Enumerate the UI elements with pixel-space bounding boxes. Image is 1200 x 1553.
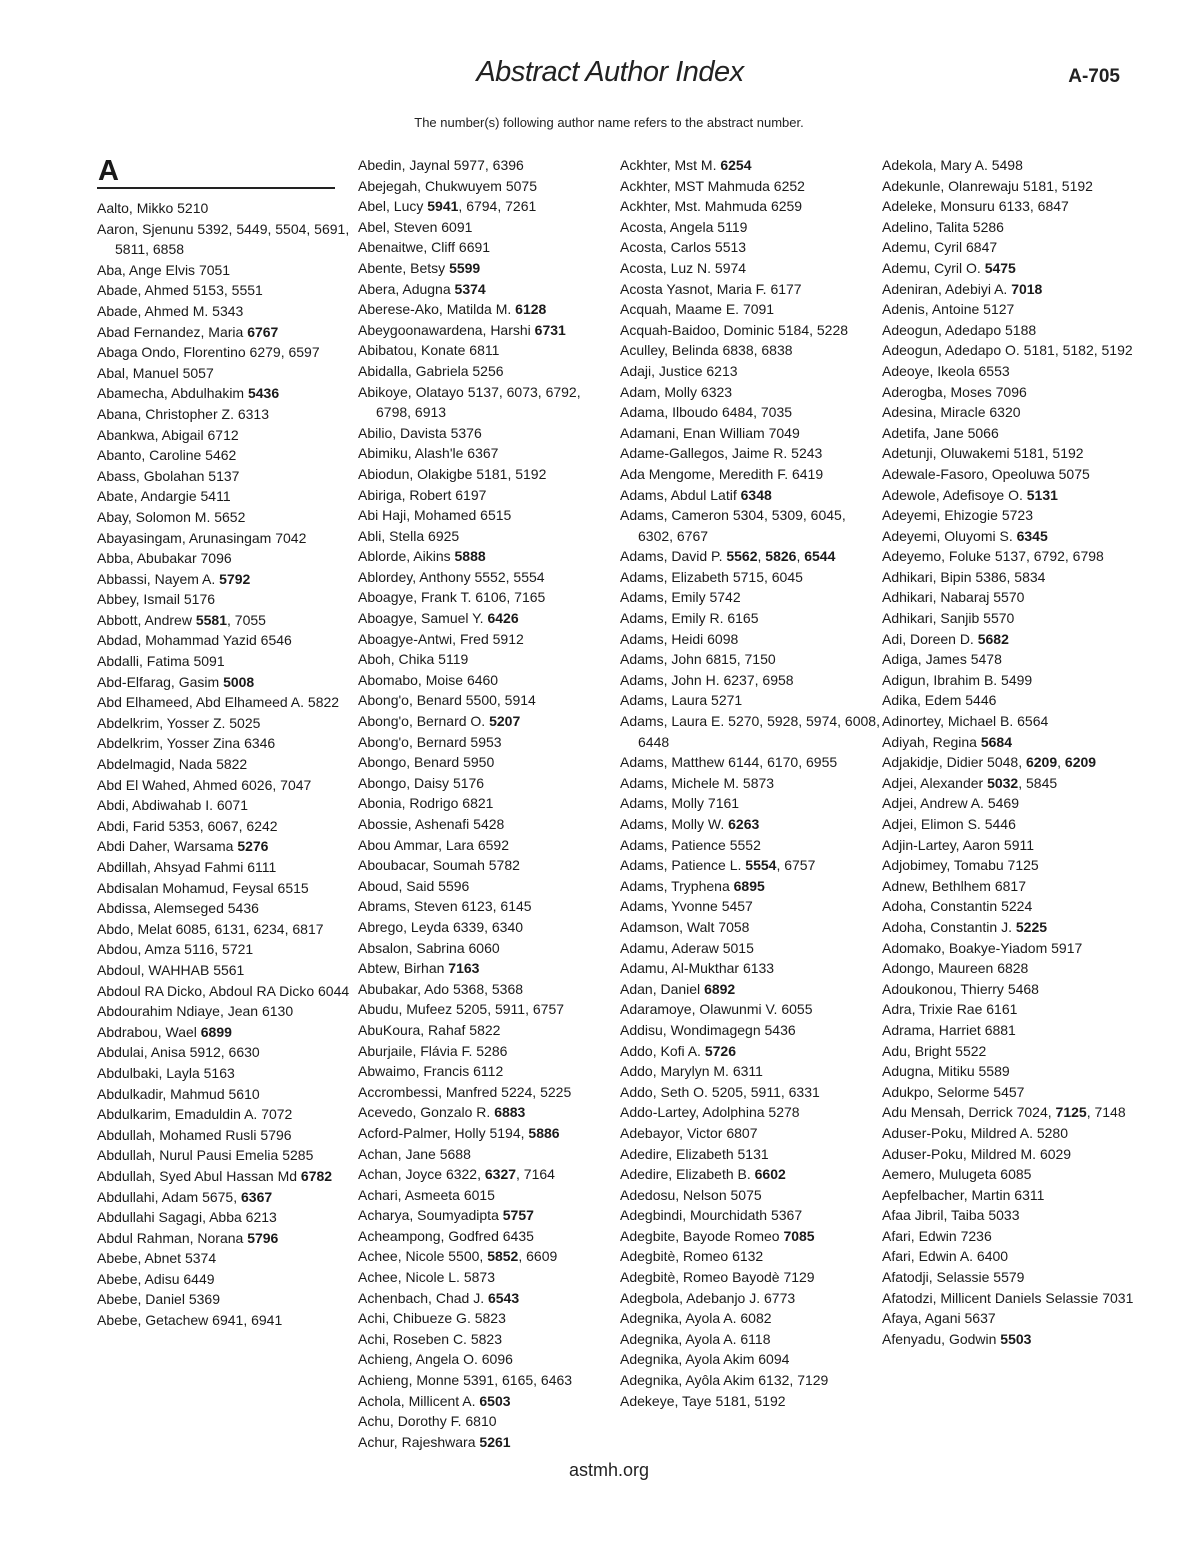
index-entry: Adelino, Talita 5286: [882, 218, 1004, 235]
index-entry: Achee, Nicole L. 5873: [358, 1269, 495, 1286]
index-entry: Abdulkadir, Mahmud 5610: [97, 1085, 260, 1102]
index-entry: Adeleke, Monsuru 6133, 6847: [882, 198, 1069, 215]
index-entry: Abdi, Farid 5353, 6067, 6242: [97, 817, 278, 834]
index-entry: Abdelmagid, Nada 5822: [97, 756, 248, 773]
index-entry: Abwaimo, Francis 6112: [358, 1063, 504, 1080]
index-entry: Adam, Molly 6323: [620, 383, 733, 400]
index-entry: Ada Mengome, Meredith F. 6419: [620, 465, 824, 482]
index-entry: Adegnika, Ayola A. 6118: [620, 1330, 771, 1347]
index-entry: Adegbite, Bayode Romeo 7085: [620, 1227, 815, 1244]
index-entry: Adams, Patience 5552: [620, 836, 761, 853]
index-entry: Adan, Daniel 6892: [620, 980, 736, 997]
index-entry: Abenaitwe, Cliff 6691: [358, 239, 491, 256]
index-entry: Abdullah, Nurul Pausi Emelia 5285: [97, 1147, 314, 1164]
index-entry: Abibatou, Konate 6811: [358, 342, 500, 359]
index-entry: Adetunji, Oluwakemi 5181, 5192: [882, 445, 1084, 462]
index-entry: Ablordey, Anthony 5552, 5554: [358, 568, 545, 585]
index-entry: Adekunle, Olanrewaju 5181, 5192: [882, 177, 1093, 194]
index-entry: Adjei, Alexander 5032, 5845: [882, 774, 1058, 791]
index-entry: Aboud, Said 5596: [358, 877, 470, 894]
index-entry: Acosta Yasnot, Maria F. 6177: [620, 280, 802, 297]
index-entry: Adugna, Mitiku 5589: [882, 1063, 1010, 1080]
section-divider: [97, 187, 335, 189]
index-entry: Abdi, Abdiwahab I. 6071: [97, 797, 249, 814]
index-entry: Ackhter, Mst. Mahmuda 6259: [620, 198, 803, 215]
index-entry: Abal, Manuel 5057: [97, 364, 214, 381]
index-entry: Achieng, Angela O. 6096: [358, 1351, 513, 1368]
index-entry: Adenis, Antoine 5127: [882, 301, 1015, 318]
index-entry: Adams, Patience L. 5554, 6757: [620, 857, 816, 874]
index-entry: Abong'o, Bernard O. 5207: [358, 713, 521, 730]
index-entry: Acosta, Angela 5119: [620, 218, 748, 235]
index-entry: Addo-Lartey, Adolphina 5278: [620, 1104, 800, 1121]
index-entry: Abera, Adugna 5374: [358, 280, 486, 297]
index-entry: Abongo, Daisy 5176: [358, 774, 485, 791]
index-entry: Adoha, Constantin 5224: [882, 898, 1033, 915]
index-entry: Adjei, Elimon S. 5446: [882, 816, 1016, 832]
index-entry: Adjei, Andrew A. 5469: [882, 795, 1019, 812]
index-entry: Addisu, Wondimagegn 5436: [620, 1021, 796, 1038]
index-entry: Adams, Yvonne 5457: [620, 898, 753, 915]
index-entry: Aboubacar, Soumah 5782: [358, 857, 520, 874]
index-entry: Adegbola, Adebanjo J. 6773: [620, 1289, 796, 1306]
index-entry: Adebayor, Victor 6807: [620, 1124, 758, 1141]
index-entry: Abiodun, Olakigbe 5181, 5192: [358, 465, 547, 482]
index-entry: Adams, John H. 6237, 6958: [620, 671, 794, 688]
index-entry: Abli, Stella 6925: [358, 527, 460, 544]
index-entry: Abade, Ahmed 5153, 5551: [97, 282, 263, 299]
index-entry: Abonia, Rodrigo 6821: [358, 795, 494, 812]
section-header: [97, 155, 335, 189]
index-entry: Adams, Heidi 6098: [620, 630, 739, 647]
index-entry: Abd-Elfarag, Gasim 5008: [97, 673, 255, 690]
index-entry: Adams, Matthew 6144, 6170, 6955: [620, 754, 838, 771]
index-entry: Aalto, Mikko 5210: [97, 200, 209, 216]
index-entry: Adekeye, Taye 5181, 5192: [620, 1392, 786, 1409]
index-entry: Aba, Ange Elvis 7051: [97, 261, 231, 278]
index-entry: Adams, Laura E. 5270, 5928, 5974, 6008, 6448: [620, 713, 880, 750]
index-entry: Abdoul RA Dicko, Abdoul RA Dicko 6044: [97, 982, 350, 999]
index-entry: Adegbitè, Romeo Bayodè 7129: [620, 1269, 815, 1286]
index-entry: Aboagye, Frank T. 6106, 7165: [358, 589, 546, 606]
index-entry: Acevedo, Gonzalo R. 6883: [358, 1104, 526, 1121]
index-entry: Abdulbaki, Layla 5163: [97, 1064, 235, 1081]
index-entry: Abel, Lucy 5941, 6794, 7261: [358, 198, 537, 215]
index-entry: Abebe, Adisu 6449: [97, 1270, 215, 1287]
index-entry: Adoha, Constantin J. 5225: [882, 918, 1048, 935]
index-entry: Adjin-Lartey, Aaron 5911: [882, 836, 1035, 853]
index-entry: Adesina, Miracle 6320: [882, 404, 1021, 421]
index-entry: Abongo, Benard 5950: [358, 754, 495, 771]
index-entry: Abd Elhameed, Abd Elhameed A. 5822: [97, 694, 340, 711]
index-entry: Abbassi, Nayem A. 5792: [97, 570, 251, 587]
index-entry: Adaji, Justice 6213: [620, 362, 738, 379]
index-entry: Abanto, Caroline 5462: [97, 447, 237, 464]
index-entry: Adamu, Al-Mukthar 6133: [620, 960, 775, 977]
index-entry: Adeogun, Adedapo 5188: [882, 321, 1037, 338]
index-entry: Abdillah, Ahsyad Fahmi 6111: [97, 859, 277, 875]
index-entry: Afaya, Agani 5637: [882, 1310, 996, 1327]
index-entry: Adamson, Walt 7058: [620, 918, 750, 935]
index-entry: Abdisalan Mohamud, Feysal 6515: [97, 879, 309, 896]
index-entry: Abong'o, Bernard 5953: [358, 733, 502, 750]
index-entry: Adekola, Mary A. 5498: [882, 157, 1023, 173]
index-entry: Addo, Kofi A. 5726: [620, 1042, 736, 1059]
index-entry: Ablorde, Aikins 5888: [358, 548, 486, 565]
index-entry: Adams, Emily 5742: [620, 589, 741, 606]
index-entry: Abomabo, Moise 6460: [358, 671, 499, 688]
index-entry: Aboagye, Samuel Y. 6426: [358, 610, 519, 627]
index-entry: Abankwa, Abigail 6712: [97, 426, 239, 443]
index-entry: Aboh, Chika 5119: [358, 651, 469, 668]
index-entry: Abdul Rahman, Norana 5796: [97, 1229, 279, 1246]
index-entry: Adams, John 6815, 7150: [620, 651, 776, 668]
index-entry: Adedire, Elizabeth 5131: [620, 1145, 769, 1162]
index-entry: Abdou, Amza 5116, 5721: [97, 941, 254, 958]
index-entry: Abrego, Leyda 6339, 6340: [358, 918, 524, 935]
index-entry: Abebe, Daniel 5369: [97, 1291, 220, 1308]
index-entry: Adewole, Adefisoye O. 5131: [882, 486, 1058, 503]
index-entry: Adams, Laura 5271: [620, 692, 743, 709]
index-entry: Adhikari, Bipin 5386, 5834: [882, 568, 1046, 585]
index-entry: Abi Haji, Mohamed 6515: [358, 507, 512, 524]
index-entry: Adams, Michele M. 5873: [620, 774, 775, 791]
index-entry: Adiga, James 5478: [882, 651, 1002, 668]
index-entry: Adeyemi, Oluyomi S. 6345: [882, 527, 1048, 544]
index-entry: Absalon, Sabrina 6060: [358, 939, 500, 956]
index-entry: Adams, David P. 5562, 5826, 6544: [620, 548, 836, 565]
index-entry: Abdullah, Syed Abul Hassan Md 6782: [97, 1167, 333, 1184]
index-entry: Abudu, Mufeez 5205, 5911, 6757: [358, 1001, 565, 1018]
index-entry: Ackhter, MST Mahmuda 6252: [620, 177, 805, 194]
index-entry: Adegnika, Ayôla Akim 6132, 7129: [620, 1372, 829, 1389]
index-entry: Aderogba, Moses 7096: [882, 383, 1027, 400]
index-entry: Abamecha, Abdulhakim 5436: [97, 385, 280, 402]
index-entry: Adams, Molly 7161: [620, 795, 740, 812]
index-entry: Abdissa, Alemseged 5436: [97, 900, 259, 917]
index-entry: Acford-Palmer, Holly 5194, 5886: [358, 1124, 560, 1141]
index-entry: Aduser-Poku, Mildred A. 5280: [882, 1124, 1068, 1141]
index-entry: Adomako, Boakye-Yiadom 5917: [882, 939, 1083, 956]
index-entry: Abou Ammar, Lara 6592: [358, 836, 509, 853]
footer-website: astmh.org: [568, 1460, 650, 1480]
index-entry: Adetifa, Jane 5066: [882, 424, 999, 441]
index-entry: Abayasingam, Arunasingam 7042: [97, 529, 307, 546]
index-entry: Acosta, Carlos 5513: [620, 239, 747, 256]
index-entry: Abdullahi Sagagi, Abba 6213: [97, 1209, 277, 1226]
index-entry: Adeyemi, Ehizogie 5723: [882, 507, 1033, 524]
page-subtitle: The number(s) following author name refers to the abstract number.: [414, 115, 804, 130]
index-entry: Abd El Wahed, Ahmed 6026, 7047: [97, 776, 312, 793]
index-entry: Adhikari, Nabaraj 5570: [882, 589, 1025, 606]
index-entry: Achari, Asmeeta 6015: [358, 1186, 495, 1203]
index-column-1: [97, 198, 357, 1331]
index-entry: Adams, Molly W. 6263: [620, 816, 760, 832]
index-entry: Acheampong, Godfred 6435: [358, 1227, 534, 1244]
index-column-2: [358, 155, 618, 1452]
index-entry: Adika, Edem 5446: [882, 692, 997, 709]
index-entry: Abdullah, Mohamed Rusli 5796: [97, 1126, 292, 1143]
index-entry: Abdi Daher, Warsama 5276: [97, 838, 269, 855]
index-entry: Adegnika, Ayola A. 6082: [620, 1310, 772, 1327]
index-entry: Addo, Seth O. 5205, 5911, 6331: [620, 1083, 820, 1100]
index-entry: Achi, Roseben C. 5823: [358, 1330, 502, 1347]
index-entry: Adu, Bright 5522: [882, 1042, 987, 1059]
index-entry: Achi, Chibueze G. 5823: [358, 1310, 506, 1327]
index-entry: Abdullahi, Adam 5675, 6367: [97, 1188, 273, 1205]
index-entry: Abong'o, Benard 5500, 5914: [358, 692, 536, 709]
index-entry: Afatodji, Selassie 5579: [882, 1269, 1025, 1286]
page-number: A-705: [1068, 66, 1120, 87]
index-entry: Adinortey, Michael B. 6564: [882, 713, 1049, 730]
index-entry: Abdo, Melat 6085, 6131, 6234, 6817: [97, 920, 324, 937]
index-entry: Abidalla, Gabriela 5256: [358, 362, 504, 379]
index-entry: Achenbach, Chad J. 6543: [358, 1289, 520, 1306]
index-entry: Abilio, Davista 5376: [358, 424, 482, 441]
index-entry: Afari, Edwin A. 6400: [882, 1248, 1009, 1265]
index-entry: Abass, Gbolahan 5137: [97, 467, 240, 484]
index-entry: Adedosu, Nelson 5075: [620, 1186, 762, 1203]
index-entry: Adamu, Aderaw 5015: [620, 939, 754, 956]
index-entry: Adeoye, Ikeola 6553: [882, 362, 1010, 379]
index-entry: Abdulkarim, Emaduldin A. 7072: [97, 1106, 293, 1123]
index-entry: Abade, Ahmed M. 5343: [97, 302, 244, 319]
index-entry: Abdalli, Fatima 5091: [97, 653, 225, 670]
index-entry: Abbott, Andrew 5581, 7055: [97, 611, 266, 628]
index-entry: Afatodzi, Millicent Daniels Selassie 7031: [882, 1289, 1134, 1306]
index-entry: Adaramoye, Olawunmi V. 6055: [620, 1001, 813, 1018]
index-entry: Adra, Trixie Rae 6161: [882, 1001, 1018, 1018]
index-entry: Abdelkrim, Yosser Z. 5025: [97, 714, 261, 731]
index-entry: Abdulai, Anisa 5912, 6630: [97, 1044, 260, 1061]
index-entry: Abate, Andargie 5411: [97, 488, 231, 505]
index-entry: Aaron, Sjenunu 5392, 5449, 5504, 5691, 5811, 6858: [97, 220, 350, 258]
index-entry: Abaga Ondo, Florentino 6279, 6597: [97, 344, 320, 361]
index-entry: Aboagye-Antwi, Fred 5912: [358, 630, 524, 647]
section-letter: A: [98, 155, 119, 187]
index-entry: Adu Mensah, Derrick 7024, 7125, 7148: [882, 1104, 1126, 1121]
index-entry: Achan, Joyce 6322, 6327, 7164: [358, 1166, 555, 1183]
index-entry: Abdelkrim, Yosser Zina 6346: [97, 735, 276, 752]
index-entry: Abana, Christopher Z. 6313: [97, 405, 269, 422]
index-entry: Aepfelbacher, Martin 6311: [882, 1186, 1045, 1203]
index-entry: Acquah, Maame E. 7091: [620, 301, 775, 318]
index-entry: Adrama, Harriet 6881: [882, 1021, 1016, 1038]
index-entry: Abente, Betsy 5599: [358, 259, 481, 276]
index-entry: Adams, Abdul Latif 6348: [620, 486, 772, 503]
index-entry: Abrams, Steven 6123, 6145: [358, 898, 532, 915]
index-entry: Abbey, Ismail 5176: [97, 591, 216, 608]
index-entry: Abossie, Ashenafi 5428: [358, 816, 505, 832]
index-entry: Achur, Rajeshwara 5261: [358, 1433, 511, 1450]
index-entry: Adiyah, Regina 5684: [882, 733, 1012, 750]
index-entry: Adegnika, Ayola Akim 6094: [620, 1351, 790, 1368]
index-entry: Adewale-Fasoro, Opeoluwa 5075: [882, 465, 1090, 482]
index-entry: Adamani, Enan William 7049: [620, 424, 800, 441]
index-entry: Abubakar, Ado 5368, 5368: [358, 980, 524, 997]
index-entry: Abebe, Abnet 5374: [97, 1250, 217, 1267]
index-entry: Adukpo, Selorme 5457: [882, 1083, 1025, 1100]
index-entry: Abiriga, Robert 6197: [358, 486, 487, 503]
index-entry: Abeygoonawardena, Harshi 6731: [358, 321, 566, 338]
index-entry: Achee, Nicole 5500, 5852, 6609: [358, 1248, 558, 1265]
index-entry: Achieng, Monne 5391, 6165, 6463: [358, 1372, 573, 1389]
index-entry: Abdoul, WAHHAB 5561: [97, 961, 245, 978]
index-entry: Abba, Abubakar 7096: [97, 550, 232, 567]
index-entry: Adegbitè, Romeo 6132: [620, 1248, 764, 1265]
index-entry: Abedin, Jaynal 5977, 6396: [358, 157, 524, 173]
index-entry: Aduser-Poku, Mildred M. 6029: [882, 1145, 1072, 1162]
index-entry: Adegbindi, Mourchidath 5367: [620, 1207, 803, 1224]
index-entry: Abimiku, Alash'le 6367: [358, 445, 499, 462]
index-entry: Adams, Emily R. 6165: [620, 610, 759, 627]
index-entry: Abay, Solomon M. 5652: [97, 508, 246, 525]
index-entry: AbuKoura, Rahaf 5822: [358, 1021, 501, 1038]
index-entry: Acharya, Soumyadipta 5757: [358, 1207, 534, 1224]
index-entry: Abel, Steven 6091: [358, 218, 473, 235]
index-entry: Abikoye, Olatayo 5137, 6073, 6792, 6798, 6913: [358, 383, 581, 421]
index-entry: Adhikari, Sanjib 5570: [882, 610, 1015, 627]
index-entry: Abdrabou, Wael 6899: [97, 1023, 232, 1040]
index-entry: Adnew, Bethlhem 6817: [882, 877, 1026, 894]
index-entry: Achu, Dorothy F. 6810: [358, 1413, 497, 1430]
index-entry: Adams, Elizabeth 5715, 6045: [620, 568, 803, 585]
index-entry: Adama, Ilboudo 6484, 7035: [620, 404, 793, 421]
index-entry: Abejegah, Chukwuyem 5075: [358, 177, 538, 194]
index-entry: Abtew, Birhan 7163: [358, 960, 480, 977]
index-entry: Achola, Millicent A. 6503: [358, 1392, 511, 1409]
index-entry: Aemero, Mulugeta 6085: [882, 1166, 1032, 1183]
index-entry: Adeniran, Adebiyi A. 7018: [882, 280, 1043, 297]
index-entry: Adeogun, Adedapo O. 5181, 5182, 5192: [882, 342, 1133, 359]
index-column-3: [620, 155, 880, 1411]
page-title: Abstract Author Index: [476, 56, 744, 88]
index-entry: Adeyemo, Foluke 5137, 6792, 6798: [882, 548, 1104, 565]
index-entry: Accrombessi, Manfred 5224, 5225: [358, 1083, 572, 1100]
index-entry: Afenyadu, Godwin 5503: [882, 1330, 1032, 1347]
index-entry: Aberese-Ako, Matilda M. 6128: [358, 301, 547, 318]
index-entry: Aculley, Belinda 6838, 6838: [620, 342, 793, 359]
index-entry: Acquah-Baidoo, Dominic 5184, 5228: [620, 321, 849, 338]
index-entry: Abad Fernandez, Maria 6767: [97, 323, 279, 340]
index-entry: Ademu, Cyril O. 5475: [882, 259, 1016, 276]
index-entry: Adedire, Elizabeth B. 6602: [620, 1166, 786, 1183]
index-entry: Adoukonou, Thierry 5468: [882, 980, 1039, 997]
index-entry: Achan, Jane 5688: [358, 1145, 471, 1162]
index-entry: Aburjaile, Flávia F. 5286: [358, 1042, 508, 1059]
index-entry: Abdourahim Ndiaye, Jean 6130: [97, 1003, 294, 1020]
index-entry: Adams, Cameron 5304, 5309, 6045, 6302, 6767: [620, 507, 846, 544]
index-entry: Afari, Edwin 7236: [882, 1227, 992, 1244]
index-entry: Addo, Marylyn M. 6311: [620, 1063, 763, 1080]
index-entry: Adigun, Ibrahim B. 5499: [882, 671, 1033, 688]
index-entry: Afaa Jibril, Taiba 5033: [882, 1207, 1020, 1224]
index-entry: Adjakidje, Didier 5048, 6209, 6209: [882, 754, 1097, 771]
index-column-4: [882, 155, 1142, 1349]
index-entry: Acosta, Luz N. 5974: [620, 259, 747, 276]
index-entry: Adjobimey, Tomabu 7125: [882, 857, 1039, 874]
index-entry: Adams, Tryphena 6895: [620, 877, 765, 894]
index-entry: Abebe, Getachew 6941, 6941: [97, 1312, 283, 1329]
index-entry: Ademu, Cyril 6847: [882, 239, 998, 256]
index-entry: Abdad, Mohammad Yazid 6546: [97, 632, 292, 649]
index-entry: Adame-Gallegos, Jaime R. 5243: [620, 445, 823, 462]
index-entry: Adongo, Maureen 6828: [882, 960, 1029, 977]
index-entry: Ackhter, Mst M. 6254: [620, 157, 752, 173]
index-entry: Adi, Doreen D. 5682: [882, 630, 1009, 647]
